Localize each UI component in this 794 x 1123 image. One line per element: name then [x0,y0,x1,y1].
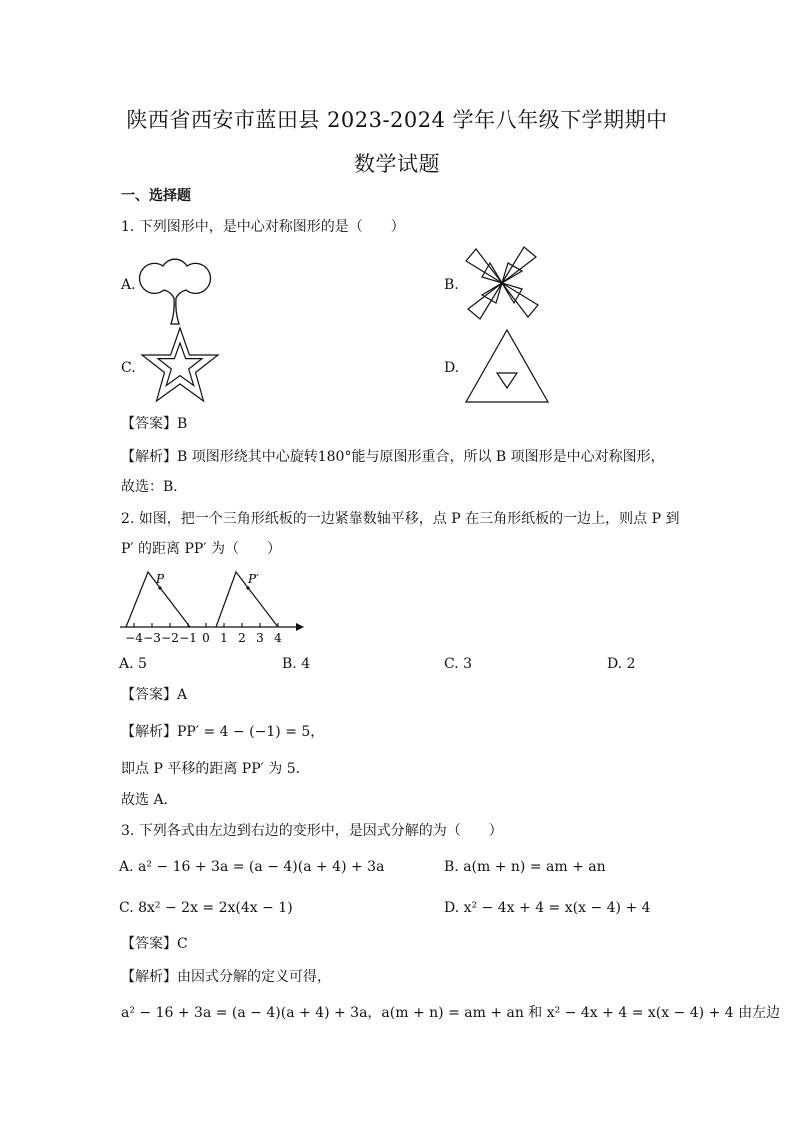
q3-option-a: A. a² − 16 + 3a = (a − 4)(a + 4) + 3a [119,859,385,875]
q1-analysis-line2: 故选：B． [121,479,188,495]
q2-number-line-figure [118,566,308,646]
tick-label: −4 [125,631,143,645]
q3-analysis-line2: a² − 16 + 3a = (a − 4)(a + 4) + 3a，a(m + n) = am + an 和 x² − 4x + 4 = x(x − 4) + 4 由左边 [121,1005,781,1021]
q2-option-a: A. 5 [119,656,147,672]
section-heading: 一、选择题 [121,188,191,204]
tick-label: −3 [143,631,161,645]
q3-analysis-line1: 【解析】由因式分解的定义可得， [121,969,331,985]
q2-stem-line2: P′ 的距离 PP′ 为（ ） [121,541,281,557]
q1-figure-a-tree-icon [139,242,211,326]
tick-label: 3 [256,631,264,645]
page-title: 陕西省西安市蓝田县 2023-2024 学年八年级下学期期中 [126,108,668,132]
q2-option-c: C. 3 [444,656,473,672]
q1-option-d-label: D. [444,360,460,376]
tick-label: 0 [202,631,210,645]
tick-marks [125,623,282,645]
q3-option-c: C. 8x² − 2x = 2x(4x − 1) [119,900,293,916]
tick-label: −1 [179,631,197,645]
q1-figure-d-triangle-icon [464,328,550,404]
q2-option-d: D. 2 [607,656,636,672]
q2-analysis-line2: 即点 P 平移的距离 PP′ 为 5． [121,761,310,777]
q2-stem-line1: 2. 如图，把一个三角形纸板的一边紧靠数轴平移，点 P 在三角形纸板的一边上，则点 P 到 [121,511,680,527]
q1-figure-b-pinwheel-icon [464,245,540,321]
tick-label: 2 [238,631,246,645]
q1-option-a-label: A. [121,277,136,293]
point-p-prime-dot [246,586,249,589]
q1-stem: 1. 下列图形中，是中心对称图形的是（ ） [121,219,405,235]
point-p-prime-label: P′ [248,572,259,586]
tick-label: 1 [220,631,228,645]
q2-option-b: B. 4 [282,656,311,672]
tick-label: −2 [161,631,179,645]
q1-option-b-label: B. [444,277,459,293]
point-p-dot [158,586,161,589]
tick-label: 4 [274,631,282,645]
point-p-label: P [156,572,165,586]
q2-analysis-line3: 故选 A． [121,792,178,808]
q2-analysis-line1: 【解析】PP′ = 4 − (−1) = 5， [121,724,325,740]
triangle-right [216,572,278,627]
q1-analysis-line1: 【解析】B 项图形绕其中心旋转180°能与原图形重合，所以 B 项图形是中心对称图形， [121,449,665,465]
page-subtitle: 数学试题 [354,152,440,176]
q3-stem: 3. 下列各式由左边到右边的变形中，是因式分解的为（ ） [121,823,503,839]
q1-figure-c-star-icon [139,326,221,406]
q2-answer: 【答案】A [121,687,188,703]
q1-answer: 【答案】B [121,416,188,432]
q3-option-d: D. x² − 4x + 4 = x(x − 4) + 4 [444,900,651,916]
axis-arrow-icon [296,623,304,631]
q3-answer: 【答案】C [121,936,188,952]
q1-option-c-label: C. [121,360,136,376]
q3-option-b: B. a(m + n) = am + an [444,859,606,875]
